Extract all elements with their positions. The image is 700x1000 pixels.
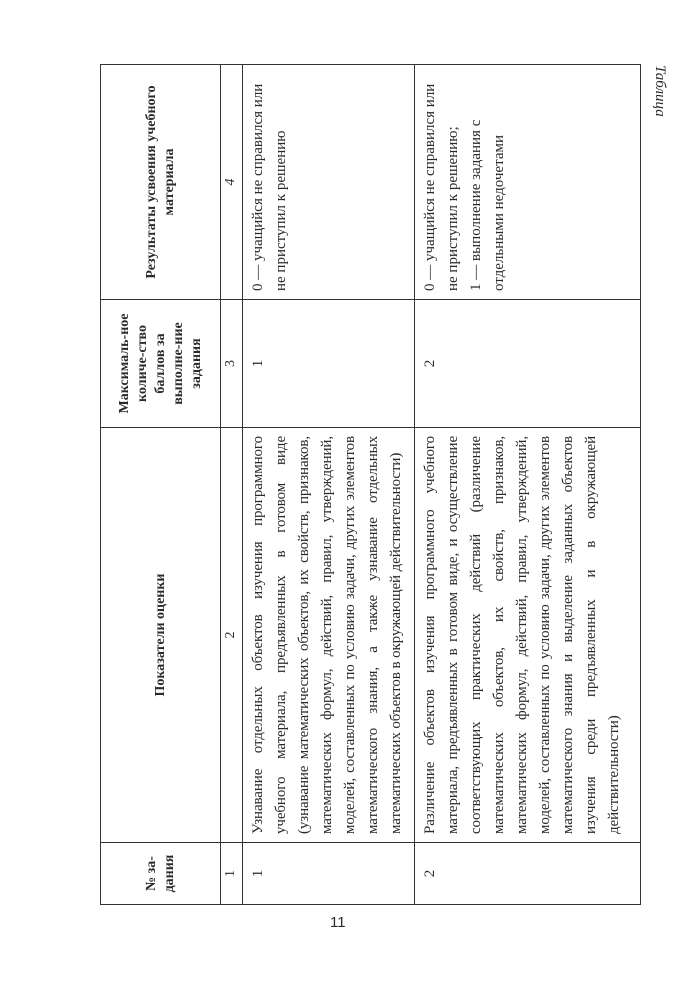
task-number: 1 (243, 843, 415, 905)
header-max-score: Максималь-ное количе-ство баллов за выполне-ние задания (101, 300, 221, 428)
task-number: 2 (415, 843, 641, 905)
header-indicators: Показатели оценки (101, 428, 221, 843)
assessment-table (100, 64, 641, 905)
table-caption: Таблица (652, 65, 668, 117)
table-row (415, 65, 641, 905)
max-score: 1 (243, 300, 415, 428)
result-line: 0 — учащийся не справился или не приступил к решению; (422, 83, 461, 291)
column-number: 2 (221, 428, 243, 843)
result-line: 1 — выполнение задания с отдельными недочетами (468, 119, 507, 291)
column-number: 4 (221, 65, 243, 300)
column-number: 3 (221, 300, 243, 428)
results-cell (243, 65, 415, 300)
column-number-row (221, 65, 243, 905)
page-number: 11 (330, 914, 346, 931)
header-task-number: № за-дания (101, 843, 221, 905)
results-cell (415, 65, 641, 300)
indicator-text: Различение объектов изучения программного учебного материала, предъявленных в готовом виде, и осуществление соответствующих практических действий (различение математических объектов, их свойств, признаков, математических формул, действий, правил, утверждений, моделей, составленных по условию задачи, других элементов математического знания и выделение заданных объектов изучения среди предъявленных и в окружающей действительности) (415, 428, 641, 843)
indicator-text: Узнавание отдельных объектов изучения программного учебного материала, предъявленных в готовом виде (узнавание математических объектов, их свойств, признаков, математических формул, действий, правил, утверждений, моделей, составленных по условию задачи, других элементов математического знания, а также узнавание отдельных математических объектов в окружающей действительности) (243, 428, 415, 843)
assessment-table-rotated (100, 65, 640, 905)
result-line: 0 — учащийся не справился или не приступил к решению (250, 83, 289, 291)
table-row (243, 65, 415, 905)
column-number: 1 (221, 843, 243, 905)
max-score: 2 (415, 300, 641, 428)
header-row (101, 65, 221, 905)
header-results: Результаты усвоения учебного материала (101, 65, 221, 300)
